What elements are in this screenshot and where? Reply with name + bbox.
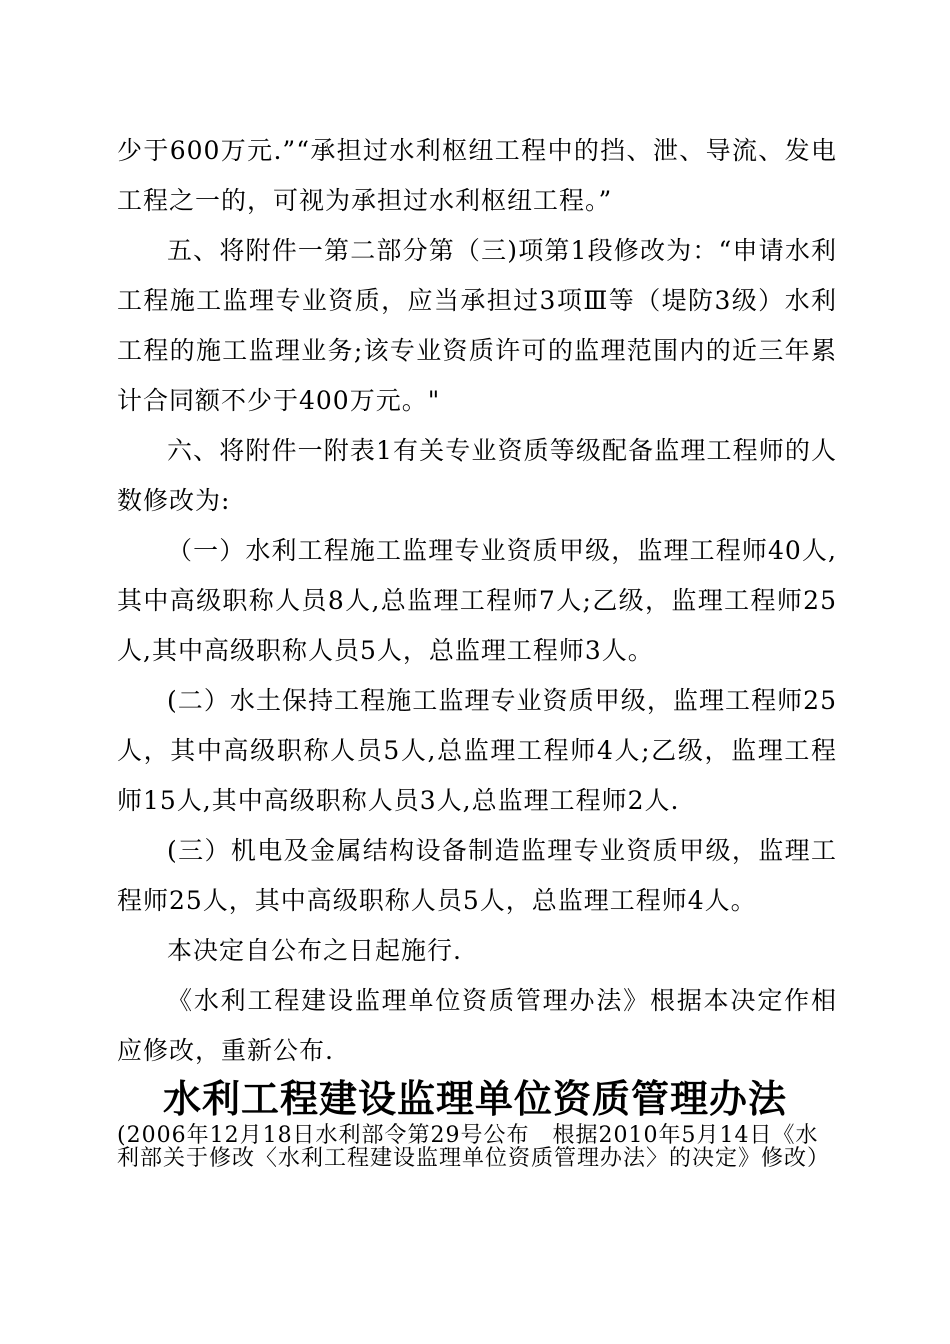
paragraph-sub-3: (三）机电及金属结构设备制造监理专业资质甲级，监理工程师25人，其中高级职称人员5人，总监理工程师4人。 [117,836,837,915]
paragraph-item-5: 五、将附件一第二部分第（三)项第1段修改为：“申请水利工程施工监理专业资质，应当承担过3项Ⅲ等（堤防3级）水利工程的施工监理业务;该专业资质许可的监理范围内的近三年累计合同额不少于400万元。" [117,236,837,415]
document-body [117,126,837,1076]
document-title: 水利工程建设监理单位资质管理办法 [162,1077,787,1121]
paragraph-item-6: 六、将附件一附表1有关专业资质等级配备监理工程师的人数修改为: [117,436,837,515]
paragraph-republish: 《水利工程建设监理单位资质管理办法》根据本决定作相应修改，重新公布. [117,986,837,1065]
paragraph-sub-1: （一）水利工程施工监理专业资质甲级，监理工程师40人,其中高级职称人员8人,总监理工程师7人;乙级，监理工程师25人,其中高级职称人员5人，总监理工程师3人。 [117,536,837,665]
document-subtitle: (2006年12月18日水利部令第29号公布 根据2010年5月14日《水利部关于修改〈水利工程建设监理单位资质管理办法〉的决定》修改） [117,1123,831,1171]
paragraph-effective-date: 本决定自公布之日起施行. [167,936,462,965]
paragraph-sub-2: (二）水土保持工程施工监理专业资质甲级，监理工程师25人，其中高级职称人员5人,总监理工程师4人;乙级，监理工程师15人,其中高级职称人员3人,总监理工程师2人. [117,686,837,815]
paragraph-continuation: 少于600万元.”“承担过水利枢纽工程中的挡、泄、导流、发电工程之一的，可视为承担过水利枢纽工程。” [117,136,837,215]
